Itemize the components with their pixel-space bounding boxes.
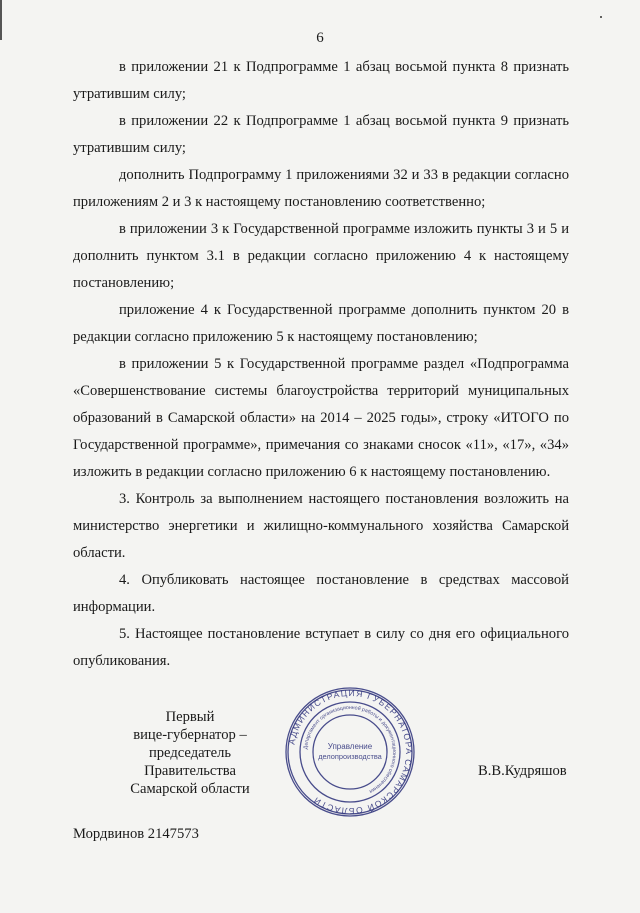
- paragraph: 3. Контроль за выполнением настоящего постановления возложить на министерство энергетики и жилищно-коммунального хозяйства Самарской области.: [73, 491, 569, 561]
- paragraph: в приложении 3 к Государственной программе изложить пункты 3 и 5 и дополнить пунктом 3.1 в редакции согласно приложению 4 к настоящему постановлению;: [73, 221, 569, 291]
- paragraph: 4. Опубликовать настоящее постановление в средствах массовой информации.: [73, 572, 569, 615]
- paragraph: приложение 4 к Государственной программе дополнить пунктом 20 в редакции согласно приложению 5 к настоящему постановлению;: [73, 302, 569, 345]
- stamp-center-line-1: Управление: [327, 742, 373, 751]
- stamp-center-line-2: делопроизводства: [318, 752, 382, 761]
- signatory-title-line: председатель Правительства: [144, 745, 236, 779]
- paragraph: дополнить Подпрограмму 1 приложениями 32 и 33 в редакции согласно приложениям 2 и 3 к настоящему постановлению соответственно;: [73, 167, 569, 210]
- paragraph: в приложении 5 к Государственной программе раздел «Подпрограмма «Совершенствование системы благоустройства территорий муниципальных образований в Самарской области» на 2014 – 2025 годы», строку «ИТОГО по Государственной программе», примечания со знаками сносок «11», «17», «34» изложить в редакции согласно приложению 6 к настоящему постановлению.: [73, 356, 569, 480]
- page-number: 6: [316, 30, 324, 46]
- stamp-inner-text: Департамент организационной работы и документационного обеспечения: [303, 704, 398, 795]
- paragraph: в приложении 21 к Подпрограмме 1 абзац восьмой пункта 8 признать утратившим силу;: [73, 59, 569, 102]
- document-body: [73, 54, 569, 675]
- scan-dot: [600, 16, 602, 18]
- signatory-name: В.В.Кудряшов: [478, 763, 567, 779]
- signatory-title: [105, 708, 275, 798]
- stamp-outer-text: АДМИНИСТРАЦИЯ ГУБЕРНАТОРА САМАРСКОЙ ОБЛАСТИ: [286, 687, 415, 817]
- paragraph: 5. Настоящее постановление вступает в силу со дня его официального опубликования.: [73, 626, 569, 669]
- executor-contact: Мордвинов 2147573: [73, 826, 199, 842]
- signatory-title-line: вице-губернатор –: [133, 727, 247, 743]
- official-stamp: [284, 686, 416, 818]
- signatory-title-line: Первый: [165, 709, 215, 725]
- signatory-title-line: Самарской области: [130, 781, 250, 797]
- paragraph: в приложении 22 к Подпрограмме 1 абзац восьмой пункта 9 признать утратившим силу;: [73, 113, 569, 156]
